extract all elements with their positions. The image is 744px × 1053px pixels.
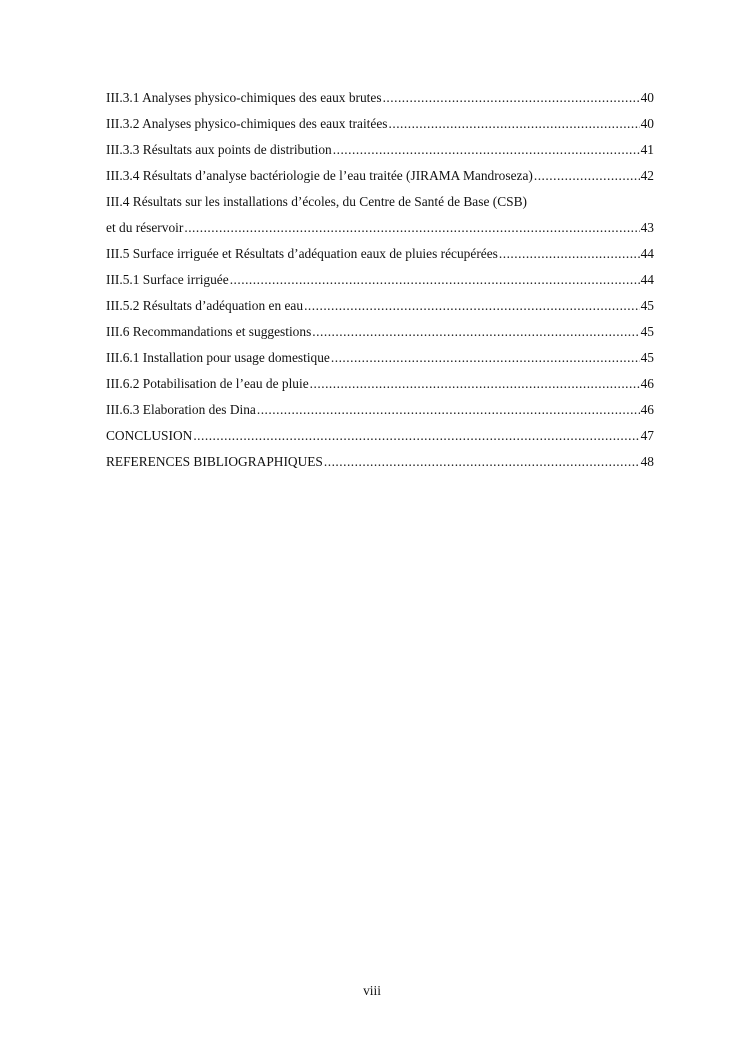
toc-entry <box>106 426 654 452</box>
toc-entry <box>106 374 654 400</box>
dot-leader <box>257 400 640 420</box>
dot-leader <box>534 166 640 186</box>
toc-entry-title: III.5 Surface irriguée et Résultats d’adéquation eaux de pluies récupérées <box>106 246 498 261</box>
toc-entry <box>106 322 654 348</box>
toc-entry <box>106 270 654 296</box>
toc-entry-title: III.6.2 Potabilisation de l’eau de pluie <box>106 376 309 391</box>
dot-leader <box>389 114 640 134</box>
toc-entry-page: 40 <box>640 116 654 131</box>
toc-entry <box>106 452 654 478</box>
toc-entry <box>106 140 654 166</box>
dot-leader <box>383 88 640 108</box>
dot-leader <box>310 374 640 394</box>
toc-entry-page: 41 <box>640 142 654 157</box>
toc-entry <box>106 348 654 374</box>
toc-entry-title: REFERENCES BIBLIOGRAPHIQUES <box>106 454 323 469</box>
toc-entry <box>106 88 654 114</box>
toc-entry-page: 48 <box>640 454 654 469</box>
toc-entry-page: 45 <box>640 324 654 339</box>
toc-entry-page: 46 <box>640 402 654 417</box>
dot-leader <box>230 270 640 290</box>
toc-entry-title: III.3.4 Résultats d’analyse bactériologie de l’eau traitée (JIRAMA Mandroseza) <box>106 168 533 183</box>
toc-entry <box>106 114 654 140</box>
toc-entry-title: III.6 Recommandations et suggestions <box>106 324 312 339</box>
dot-leader <box>193 426 639 446</box>
dot-leader <box>312 322 639 342</box>
dot-leader <box>184 218 639 238</box>
toc-entry <box>106 218 654 244</box>
toc-entry-title: III.3.1 Analyses physico-chimiques des eaux brutes <box>106 90 382 105</box>
toc-entry <box>106 166 654 192</box>
dot-leader <box>324 452 640 472</box>
table-of-contents <box>106 88 654 478</box>
toc-entry-page: 45 <box>640 298 654 313</box>
toc-entry <box>106 400 654 426</box>
dot-leader <box>331 348 640 368</box>
toc-entry-page: 45 <box>640 350 654 365</box>
toc-entry-page: 42 <box>640 168 654 183</box>
toc-entry-title: CONCLUSION <box>106 428 193 443</box>
dot-leader <box>304 296 640 316</box>
toc-entry-title: III.3.3 Résultats aux points de distribution <box>106 142 332 157</box>
toc-entry-page: 46 <box>640 376 654 391</box>
toc-entry-title: et du réservoir <box>106 220 184 235</box>
dot-leader <box>333 140 640 160</box>
toc-entry-title-first-line: III.4 Résultats sur les installations d’écoles, du Centre de Santé de Base (CSB) <box>106 194 527 209</box>
toc-entry-title: III.5.2 Résultats d’adéquation en eau <box>106 298 304 313</box>
toc-entry-page: 43 <box>640 220 654 235</box>
toc-entry <box>106 244 654 270</box>
toc-entry-title: III.3.2 Analyses physico-chimiques des eaux traitées <box>106 116 388 131</box>
toc-entry-page: 47 <box>640 428 654 443</box>
toc-entry-page: 40 <box>640 90 654 105</box>
page-number: viii <box>363 983 381 998</box>
dot-leader <box>499 244 640 264</box>
toc-entry-page: 44 <box>640 246 654 261</box>
toc-entry-title: III.6.1 Installation pour usage domestique <box>106 350 330 365</box>
toc-entry-page: 44 <box>640 272 654 287</box>
toc-entry-title: III.6.3 Elaboration des Dina <box>106 402 256 417</box>
toc-entry-title: III.5.1 Surface irriguée <box>106 272 229 287</box>
toc-entry <box>106 296 654 322</box>
